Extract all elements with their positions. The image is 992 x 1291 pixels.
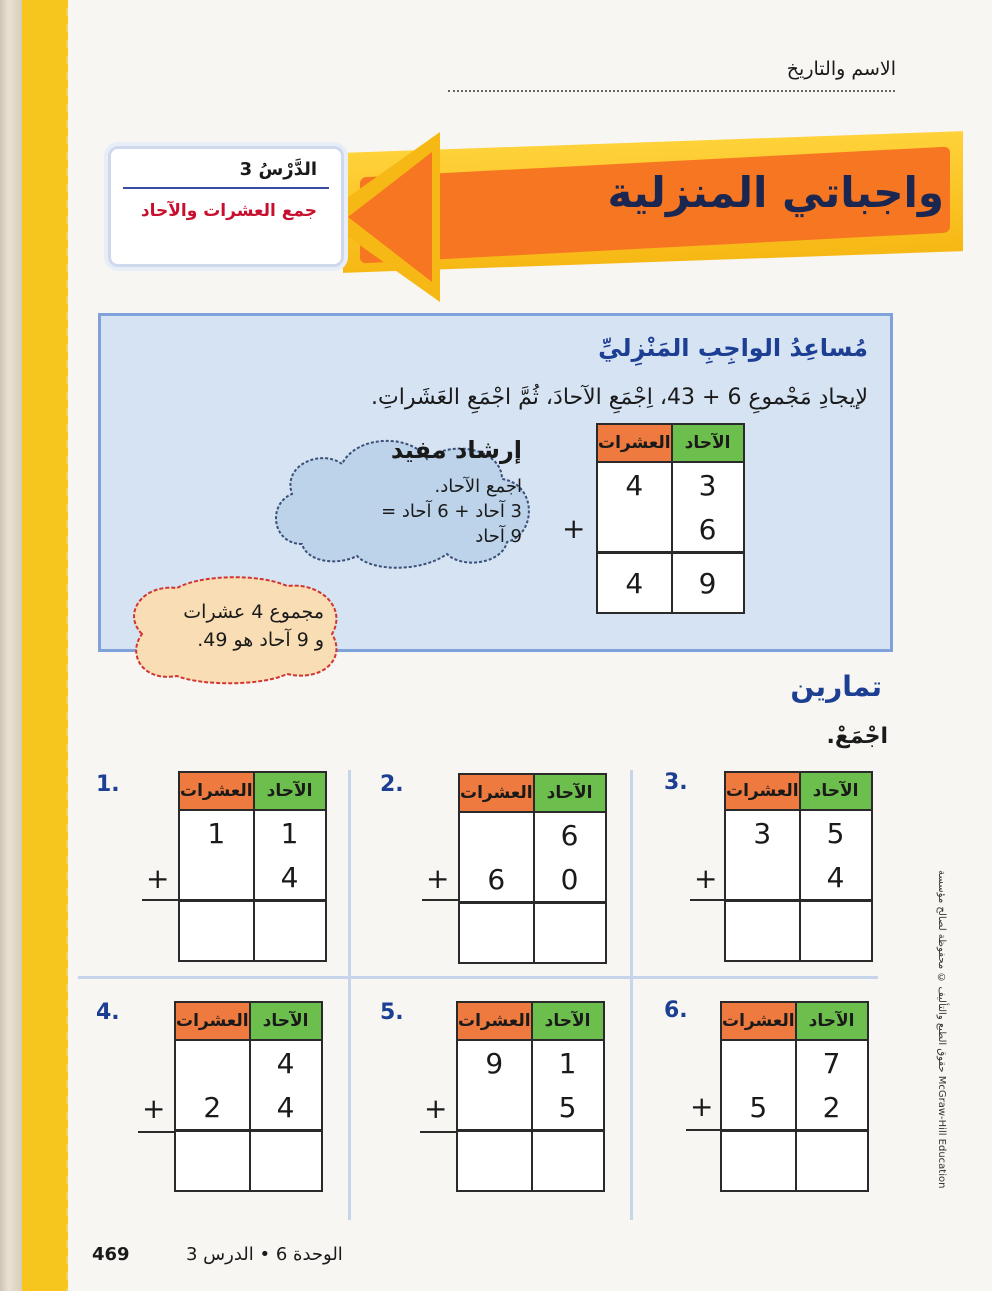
answer-ones[interactable]: [532, 1131, 604, 1192]
r2-ones: 4: [254, 855, 326, 901]
r2-tens: 6: [459, 857, 534, 903]
answer-ones[interactable]: [796, 1131, 868, 1192]
exercise-3-plus: +: [694, 862, 718, 895]
exercise-5-number: 5.: [380, 1000, 404, 1025]
r2-tens: 2: [175, 1085, 250, 1131]
exercise-6-rule: [686, 1129, 720, 1131]
r1-ones: 5: [800, 810, 872, 855]
r2-ones: 5: [532, 1085, 604, 1131]
r2-ones: 4: [250, 1085, 322, 1131]
ones-header: الآحاد: [672, 424, 744, 462]
exercise-2-plus: +: [426, 862, 450, 895]
homework-helper-text: لإيجادِ مَجْموعِ 6 + 43، اِجْمَعِ الآحادَ، ثُمَّ اجْمَعِ العَشَراتِ.: [371, 385, 868, 410]
exercise-1-rule: [142, 899, 178, 901]
tip-line-2: 3 آحاد + 6 آحاد =: [381, 501, 522, 522]
sum-explanation-line-2: و 9 آحاد هو 49.: [197, 629, 324, 651]
r2-ones: 0: [534, 857, 606, 903]
ones-header: الآحاد: [532, 1002, 604, 1040]
r1-tens: [721, 1040, 796, 1085]
answer-tens[interactable]: [175, 1131, 250, 1192]
exercise-divider-1: [348, 770, 351, 1220]
exercise-6-plus: +: [690, 1090, 714, 1123]
exercise-1-table: [178, 771, 327, 962]
exercises-instruction: اجْمَعْ.: [826, 724, 888, 749]
exercise-2-rule: [422, 899, 458, 901]
tip-line-1: اجمع الآحاد.: [434, 476, 522, 497]
example-place-value-table: [596, 423, 745, 614]
answer-tens[interactable]: [725, 901, 800, 962]
answer-tens[interactable]: [179, 901, 254, 962]
answer-ones[interactable]: [250, 1131, 322, 1192]
ones-header: الآحاد: [254, 772, 326, 810]
r1-tens: 9: [457, 1040, 532, 1085]
tens-header: العشرات: [459, 774, 534, 812]
answer-ones[interactable]: [254, 901, 326, 962]
exercise-4-number: 4.: [96, 1000, 120, 1025]
page-number: 469: [92, 1244, 130, 1265]
homework-helper-title: مُساعِدُ الواجِبِ المَنْزِليِّ: [598, 334, 868, 362]
tens-header: العشرات: [721, 1002, 796, 1040]
example-r1-tens: 4: [597, 462, 672, 507]
r1-tens: 1: [179, 810, 254, 855]
tens-header: العشرات: [179, 772, 254, 810]
ones-header: الآحاد: [800, 772, 872, 810]
example-sum-tens: 4: [597, 553, 672, 614]
exercise-3-rule: [690, 899, 724, 901]
exercise-5-table: [456, 1001, 605, 1192]
footer-unit-lesson: الوحدة 6 • الدرس 3: [186, 1244, 343, 1265]
exercise-5-rule: [420, 1131, 456, 1133]
ones-header: الآحاد: [534, 774, 606, 812]
answer-ones[interactable]: [534, 903, 606, 964]
example-r1-ones: 3: [672, 462, 744, 507]
example-plus-sign: +: [562, 512, 586, 545]
lesson-title: جمع العشرات والآحاد: [140, 201, 317, 221]
example-r2-ones: 6: [672, 507, 744, 553]
exercise-5-plus: +: [424, 1092, 448, 1125]
lesson-divider: [123, 187, 329, 189]
answer-tens[interactable]: [721, 1131, 796, 1192]
sum-explanation: [138, 598, 324, 654]
exercise-3-number: 3.: [664, 770, 688, 795]
ones-header: الآحاد: [250, 1002, 322, 1040]
yellow-margin-strip: [22, 0, 68, 1291]
tens-header: العشرات: [597, 424, 672, 462]
r1-ones: 6: [534, 812, 606, 857]
answer-tens[interactable]: [459, 903, 534, 964]
exercise-6-table: [720, 1001, 869, 1192]
book-page-edge: [0, 0, 22, 1291]
answer-ones[interactable]: [800, 901, 872, 962]
r2-ones: 2: [796, 1085, 868, 1131]
exercise-4-table: [174, 1001, 323, 1192]
example-sum-ones: 9: [672, 553, 744, 614]
exercise-1-number: 1.: [96, 772, 120, 797]
r1-tens: [175, 1040, 250, 1085]
tens-header: العشرات: [175, 1002, 250, 1040]
sum-explanation-line-1: مجموع 4 عشرات: [183, 601, 324, 623]
exercise-2-table: [458, 773, 607, 964]
lesson-box: [108, 146, 344, 267]
r2-tens: [179, 855, 254, 901]
example-r2-tens: [597, 507, 672, 553]
copyright-note: حقوق الطبع والتأليف © محفوظة لصالح مؤسسة McGraw-Hill Education: [936, 870, 947, 1189]
exercise-divider-row: [78, 976, 878, 979]
r1-ones: 4: [250, 1040, 322, 1085]
r1-ones: 1: [254, 810, 326, 855]
r2-tens: [725, 855, 800, 901]
name-date-line: [448, 90, 895, 92]
exercise-6-number: 6.: [664, 998, 688, 1023]
exercise-4-plus: +: [142, 1092, 166, 1125]
tens-header: العشرات: [457, 1002, 532, 1040]
exercise-1-plus: +: [146, 862, 170, 895]
exercise-2-number: 2.: [380, 772, 404, 797]
r1-tens: 3: [725, 810, 800, 855]
tens-header: العشرات: [725, 772, 800, 810]
tip-text: [300, 474, 522, 549]
lesson-number: الدَّرْسُ 3: [239, 159, 317, 180]
name-date-label: الاسم والتاريخ: [786, 58, 896, 80]
exercise-divider-2: [630, 770, 633, 1220]
r1-tens: [459, 812, 534, 857]
exercises-title: تمارين: [790, 670, 882, 703]
r1-ones: 1: [532, 1040, 604, 1085]
homework-title: واجباتي المنزلية: [607, 168, 944, 217]
r2-tens: 5: [721, 1085, 796, 1131]
exercise-4-rule: [138, 1131, 174, 1133]
tip-title: إرشاد مفيد: [390, 436, 522, 464]
r1-ones: 7: [796, 1040, 868, 1085]
r2-ones: 4: [800, 855, 872, 901]
tip-line-3: 9 آحاد: [475, 526, 522, 547]
answer-tens[interactable]: [457, 1131, 532, 1192]
ones-header: الآحاد: [796, 1002, 868, 1040]
exercise-3-table: [724, 771, 873, 962]
r2-tens: [457, 1085, 532, 1131]
